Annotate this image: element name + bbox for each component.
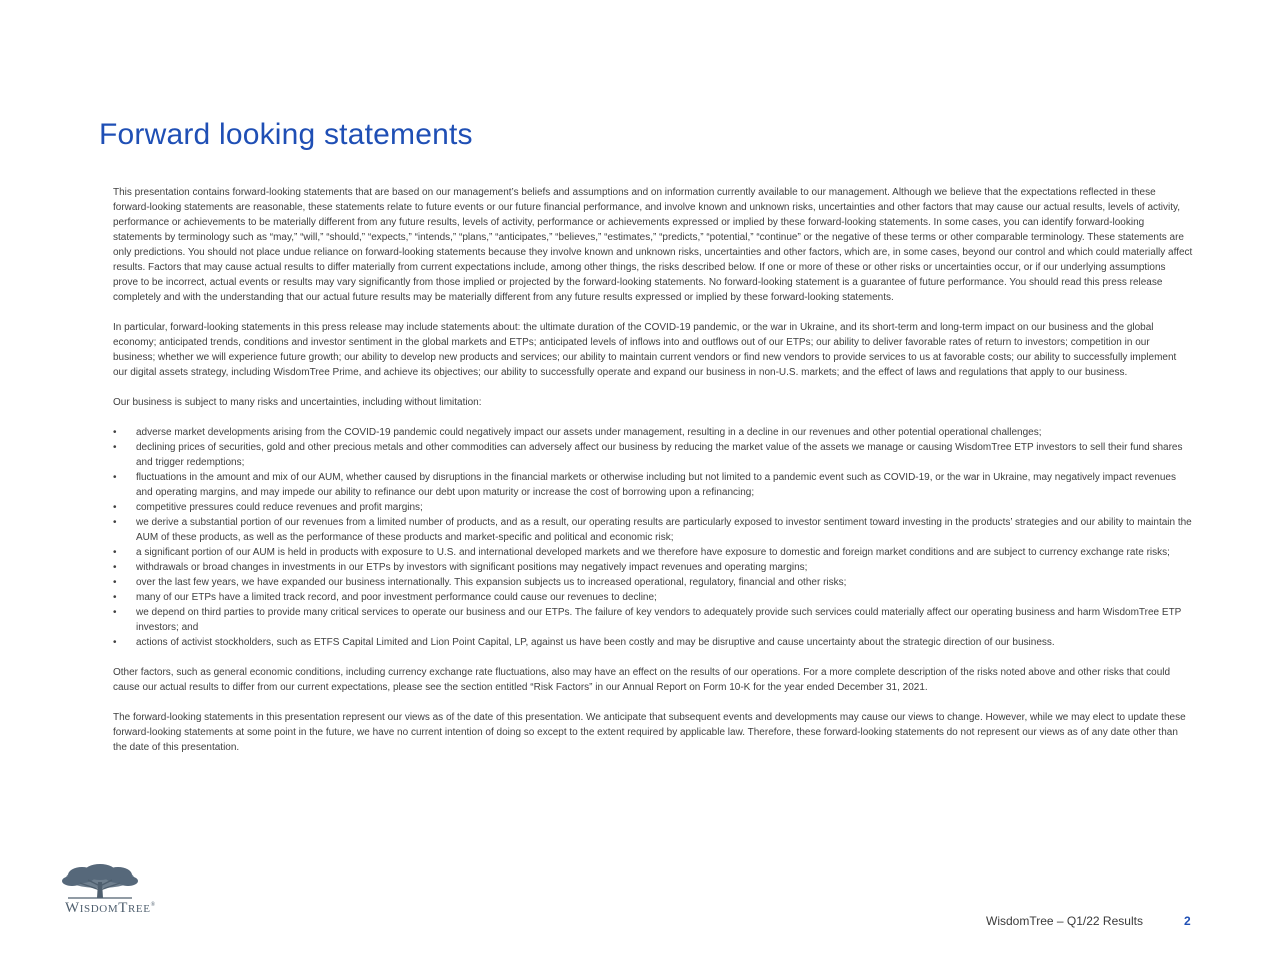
list-item-text: a significant portion of our AUM is held in products with exposure to U.S. and international developed markets and we therefore have exposure to domestic and foreign market conditions and are subject to currency exchange rate risks; (136, 547, 1170, 558)
bullet-icon: • (113, 517, 117, 528)
list-item (113, 500, 1193, 515)
bullet-icon: • (113, 427, 117, 438)
list-item-text: competitive pressures could reduce revenues and profit margins; (136, 502, 423, 513)
list-item (113, 425, 1193, 440)
list-item (113, 545, 1193, 560)
bullet-icon: • (113, 607, 117, 618)
footer-label: WisdomTree – Q1/22 Results (986, 914, 1143, 928)
logo-wordmark: WISDOMTREE® (65, 900, 156, 916)
page-number: 2 (1184, 914, 1191, 928)
other-factors-paragraph: Other factors, such as general economic conditions, including currency exchange rate fluctuations, also may have an effect on the results of our operations. For a more complete description of the risks noted above and other risks that could cause our actual results to differ from our current expectations, please see the section entitled “Risk Factors” in our Annual Report on Form 10-K for the year ended December 31, 2021. (113, 667, 1171, 693)
list-item (113, 635, 1193, 650)
bullet-icon: • (113, 547, 117, 558)
risk-list (113, 425, 1193, 650)
list-item (113, 560, 1193, 575)
tree-icon (60, 864, 140, 902)
list-item-text: declining prices of securities, gold and other precious metals and other commodities can adversely affect our business by reducing the market value of the assets we manage or causing WisdomTree ETP investors to sell their fund shares and trigger redemptions; (136, 442, 1183, 468)
closing-paragraph: The forward-looking statements in this presentation represent our views as of the date of this presentation. We anticipate that subsequent events and developments may cause our views to change. However, while we may elect to update these forward-looking statements at some point in the future, we have no current intention of doing so except to the extent required by applicable law. Therefore, these forward-looking statements do not represent our views as of any date other than the date of this presentation. (113, 712, 1186, 753)
list-item-text: adverse market developments arising from the COVID-19 pandemic could negatively impact our assets under management, resulting in a decline in our revenues and other potential operational challenges; (136, 427, 1042, 438)
list-item (113, 470, 1193, 500)
bullet-icon: • (113, 472, 117, 483)
list-item-text: withdrawals or broad changes in investments in our ETPs by investors with significant positions may negatively impact revenues and operating margins; (136, 562, 808, 573)
bullet-icon: • (113, 637, 117, 648)
list-item-text: we depend on third parties to provide many critical services to operate our business and our ETPs. The failure of key vendors to adequately provide such services could materially affect our operating business and harm WisdomTree ETP investors; and (136, 607, 1182, 633)
bullet-icon: • (113, 442, 117, 453)
list-item-text: over the last few years, we have expanded our business internationally. This expansion subjects us to increased operational, regulatory, financial and other risks; (136, 577, 847, 588)
list-item (113, 590, 1193, 605)
bullet-icon: • (113, 577, 117, 588)
particular-paragraph: In particular, forward-looking statements in this press release may include statements about: the ultimate duration of the COVID-19 pandemic, or the war in Ukraine, and its short-term and long-term impact on our business and the global economy; anticipated trends, conditions and investor sentiment in the global markets and ETPs; anticipated levels of inflows into and outflows out of our ETPs; our ability to deliver favorable rates of return to investors; competition in our business; whether we will experience future growth; our ability to develop new products and services; our ability to maintain current vendors or find new vendors to provide services to us at favorable costs; our ability to successfully implement our digital assets strategy, including WisdomTree Prime, and achieve its objectives; our ability to successfully operate and expand our business in non-U.S. markets; and the effect of laws and regulations that apply to our business. (113, 322, 1177, 378)
list-item-text: actions of activist stockholders, such as ETFS Capital Limited and Lion Point Capital, LP, against us have been costly and may be disruptive and cause uncertainty about the strategic direction of our business. (136, 637, 1055, 648)
list-item (113, 575, 1193, 590)
list-item-text: many of our ETPs have a limited track record, and poor investment performance could cause our revenues to decline; (136, 592, 657, 603)
list-item (113, 515, 1193, 545)
intro-paragraph: This presentation contains forward-looking statements that are based on our management’s beliefs and assumptions and on information currently available to our management. Although we believe that the expectations reflected in these forward-looking statements are reasonable, these statements relate to future events or our future financial performance, and involve known and unknown risks, uncertainties and other factors that may cause our actual results, levels of activity, performance or achievements to be materially different from any future results, levels of activity, performance or achievements expressed or implied by these forward-looking statements. In some cases, you can identify forward-looking statements by terminology such as “may,” “will,” “should,” “expects,” “intends,” “plans,” “anticipates,” “believes,” “estimates,” “predicts,” “potential,” “continue” or the negative of these terms or other comparable terminology. These statements are only predictions. You should not place undue reliance on forward-looking statements because they involve known and unknown risks, uncertainties and other factors, which are, in some cases, beyond our control and which could materially affect results. Factors that may cause actual results to differ materially from current expectations include, among other things, the risks described below. If one or more of these or other risks or uncertainties occur, or if our underlying assumptions prove to be incorrect, actual events or results may vary significantly from those implied or projected by the forward-looking statements. No forward-looking statement is a guarantee of future performance. You should read this press release completely and with the understanding that our actual future results may be materially different from any future results expressed or implied by these forward-looking statements. (113, 187, 1193, 303)
list-item (113, 440, 1193, 470)
list-item-text: we derive a substantial portion of our revenues from a limited number of products, and as a result, our operating results are particularly exposed to investor sentiment toward investing in the products’ strategies and our ability to maintain the AUM of these products, as well as the performance of these products and market-specific and political and economic risk; (136, 517, 1192, 543)
page-title: Forward looking statements (99, 118, 473, 151)
list-item-text: fluctuations in the amount and mix of our AUM, whether caused by disruptions in the financial markets or otherwise including but not limited to a pandemic event such as COVID-19, or the war in Ukraine, may negatively impact revenues and operating margins, and may impede our ability to refinance our debt upon maturity or increase the cost of borrowing upon a refinancing; (136, 472, 1176, 498)
list-item (113, 605, 1193, 635)
bullet-icon: • (113, 592, 117, 603)
disclaimer-body (113, 185, 1193, 770)
wisdomtree-logo (58, 864, 188, 920)
bullet-icon: • (113, 502, 117, 513)
bullet-icon: • (113, 562, 117, 573)
risks-intro-paragraph: Our business is subject to many risks and uncertainties, including without limitation: (113, 397, 482, 408)
